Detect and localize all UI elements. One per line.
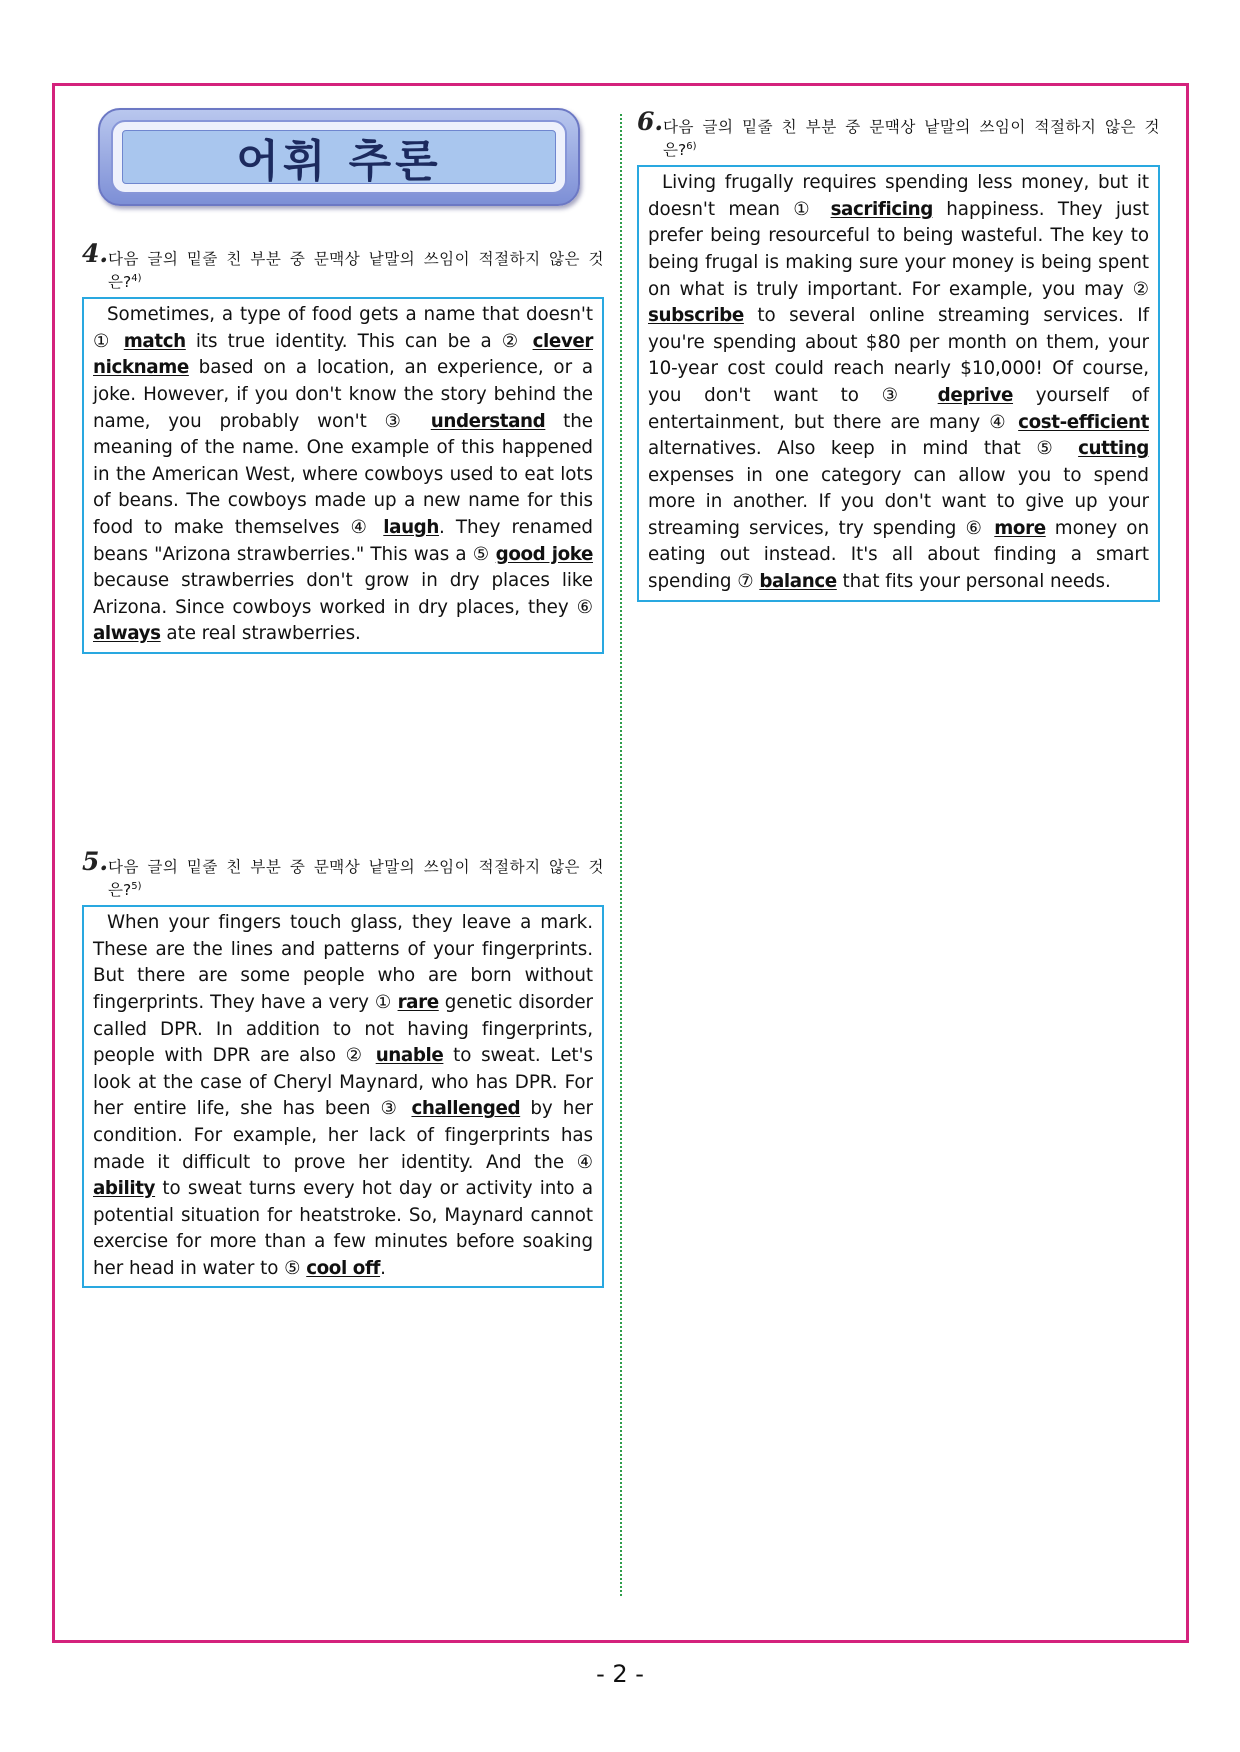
question-instruction: 다음 글의 밑줄 친 부분 중 문맥상 낱말의 쓰임이 적절하지 않은 것 [663,118,1160,136]
underlined-word: cool off [306,1257,381,1279]
passage-box [82,905,604,1288]
underlined-word: balance [759,571,837,593]
passage-segment: yourself of entertainment, but there are many ④ [648,384,1149,433]
question-6 [637,107,1160,602]
passage-segment: ate real strawberries. [160,623,361,645]
passage-box [637,165,1160,602]
underlined-word: cutting [1078,438,1149,460]
underlined-word: understand [430,410,546,432]
passage-box [82,297,604,654]
passage-text [93,302,593,648]
section-title-banner [98,108,580,206]
passage-segment: its true identity. This can be a ② [185,330,533,352]
footnote-ref: 6) [686,141,697,152]
passage-segment: expenses in one category can allow you to spend more in another. If you don't want to give up your streaming services, try spending ⑥ [648,464,1149,539]
page-number: - 2 - [596,1660,644,1688]
underlined-word: cost-efficient [1018,411,1149,433]
underlined-word: sacrificing [830,198,933,220]
passage-segment: When your fingers touch glass, they leave a mark. These are the lines and patterns of your fingerprints. But there are some people who are born without fingerprints. They have a very ① [93,912,593,1013]
question-header: 4. 다음 글의 밑줄 친 부분 중 문맥상 낱말의 쓰임이 적절하지 않은 것 은?$^{4)}$ [82,239,604,292]
passage-segment: that fits your personal needs. [836,571,1111,593]
passage-text [648,170,1149,596]
section-title: 어휘 추론 [236,136,442,187]
passage-segment: based on a location, an experience, or a joke. However, if you don't know the story behind the name, you probably won't ③ [93,357,593,432]
question-instruction: 다음 글의 밑줄 친 부분 중 문맥상 낱말의 쓰임이 적절하지 않은 것 [108,250,604,268]
question-number: 6. [637,107,664,136]
passage-segment: . They renamed beans "Arizona strawberries." This was a ⑤ [93,516,593,565]
passage-segment: Living frugally requires spending less money, but it doesn't mean ① [648,172,1149,220]
underlined-word: clever nickname [93,330,593,379]
passage-segment: the meaning of the name. One example of this happened in the American West, where cowboys used to eat lots of beans. The cowboys made up a new name for this food to make themselves ④ [93,410,593,538]
question-number: 4. [82,239,109,268]
passage-segment: genetic disorder called DPR. In addition to not having fingerprints, people with DPR are also ② [93,991,593,1067]
question-instruction: 다음 글의 밑줄 친 부분 중 문맥상 낱말의 쓰임이 적절하지 않은 것 [108,858,604,876]
underlined-word: rare [397,991,439,1013]
passage-segment: Sometimes, a type of food gets a name that doesn't ① [93,304,593,352]
passage-segment: money on eating out instead. It's all about finding a smart spending ⑦ [648,517,1149,593]
passage-segment: to sweat turns every hot day or activity into a potential situation for heatstroke. So, Maynard cannot exercise for more than a few minutes before soaking her head in water to ⑤ [93,1178,593,1279]
passage-segment: to sweat. Let's look at the case of Cheryl Maynard, who has DPR. For her entire life, she has been ③ [93,1045,593,1120]
underlined-word: match [123,330,186,352]
question-header: 5. 다음 글의 밑줄 친 부분 중 문맥상 낱말의 쓰임이 적절하지 않은 것 은?$^{5)}$ [82,847,604,900]
passage-segment: . [380,1257,386,1279]
underlined-word: always [93,623,161,645]
passage-segment: to several online streaming services. If you're spending about $80 per month on them, your 10-year cost could reach nearly $10,000! Of course, you don't want to ③ [648,305,1149,406]
question-header: 6. 다음 글의 밑줄 친 부분 중 문맥상 낱말의 쓰임이 적절하지 않은 것 은?$^{6)}$ [637,107,1160,160]
underlined-word: unable [375,1045,444,1067]
passage-segment: by her condition. For example, her lack of fingerprints has made it difficult to prove her identity. And the ④ [93,1098,593,1173]
underlined-word: challenged [411,1098,521,1120]
passage-segment: alternatives. Also keep in mind that ⑤ [648,438,1079,460]
question-number: 5. [82,847,109,876]
underlined-word: ability [93,1178,156,1200]
footnote-ref: 4) [131,273,142,284]
question-5 [82,847,604,1288]
question-4 [82,239,604,654]
underlined-word: more [994,517,1046,539]
underlined-word: good joke [495,543,593,565]
underlined-word: laugh [383,516,439,538]
footnote-ref: 5) [131,881,142,892]
underlined-word: subscribe [648,305,744,327]
passage-segment: happiness. They just prefer being resourceful to being wasteful. The key to being frugal is making sure your money is being spent on what is truly important. For example, you may ② [648,198,1149,300]
passage-segment: because strawberries don't grow in dry places like Arizona. Since cowboys worked in dry places, they ⑥ [93,570,593,618]
underlined-word: deprive [937,384,1014,406]
passage-text [93,910,593,1282]
column-divider [620,114,622,1596]
